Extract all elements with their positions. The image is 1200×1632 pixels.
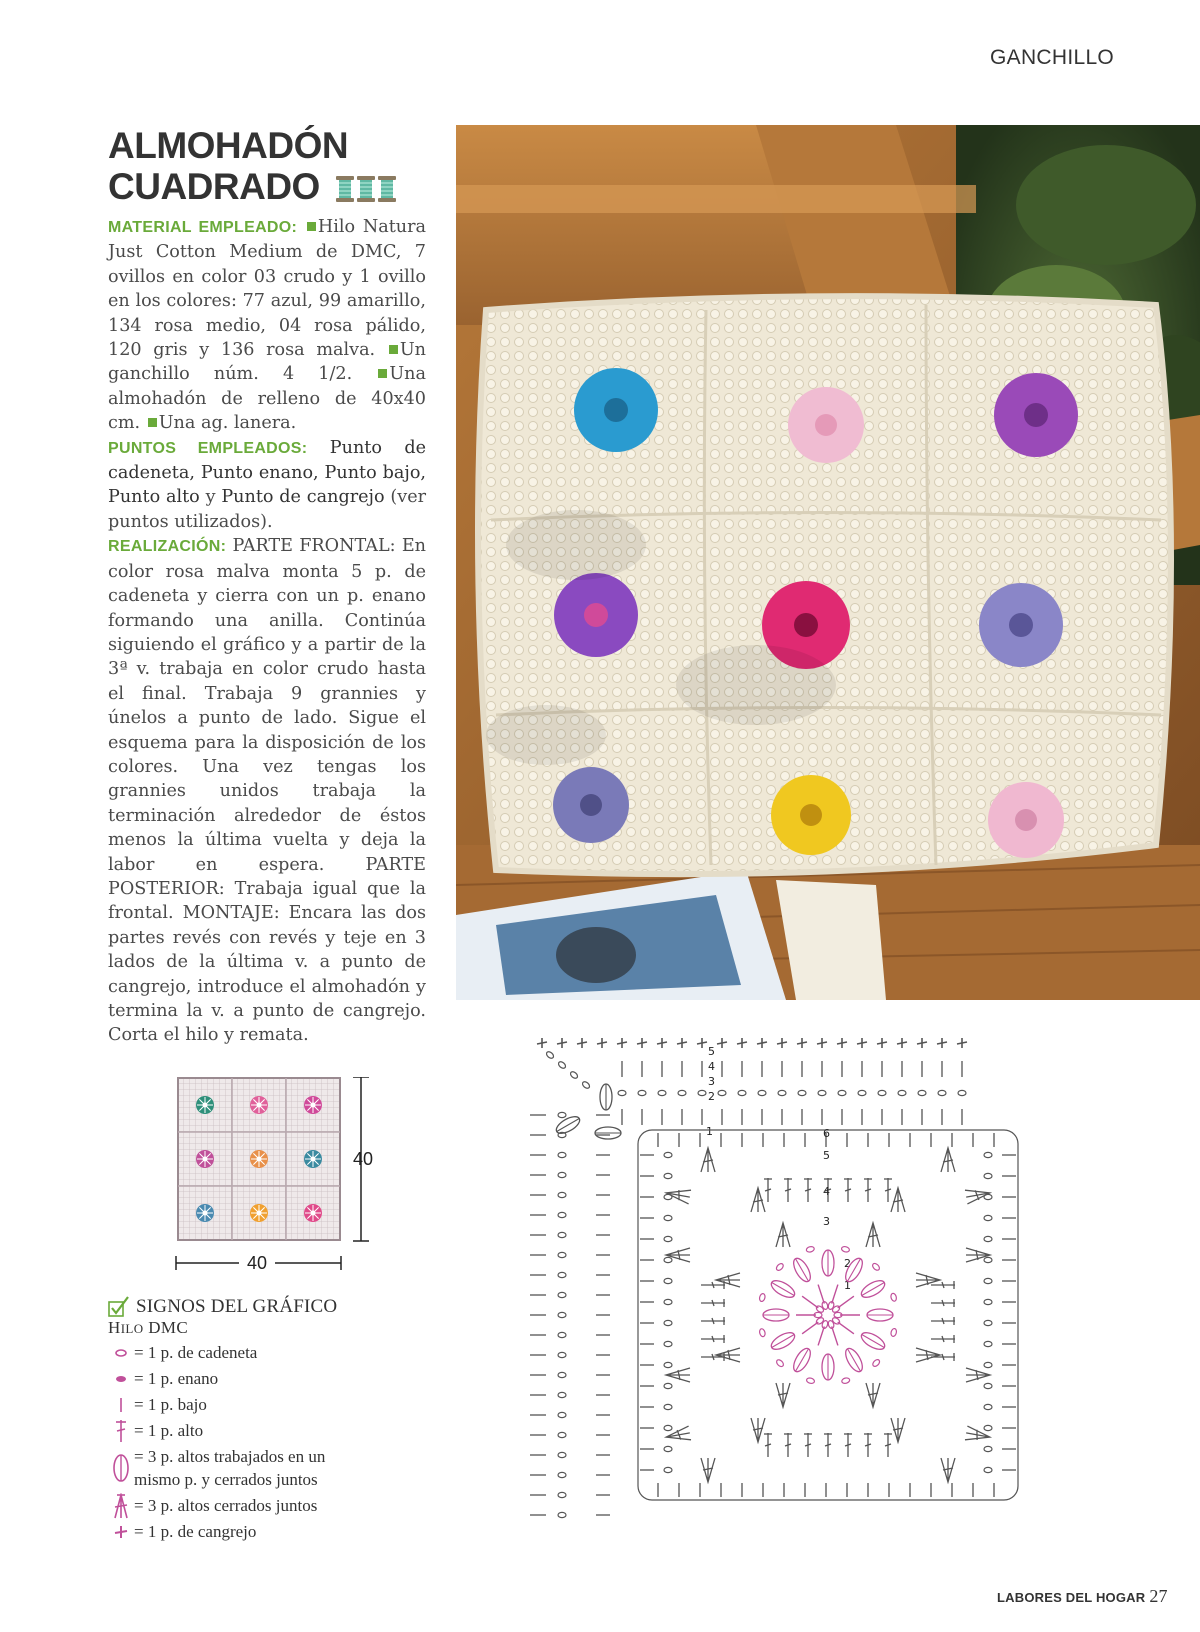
material-item: Una almohadón de relleno de 40x40 cm.: [108, 364, 426, 434]
edge-border: [528, 1038, 967, 1520]
title-line-1: ALMOHADÓN: [108, 125, 349, 166]
legend-subtitle-rest: DMC: [143, 1318, 189, 1337]
title-line-2: CUADRADO: [108, 166, 320, 207]
page-title: [108, 125, 396, 207]
svg-text:3: 3: [823, 1215, 830, 1228]
svg-text:3: 3: [708, 1075, 715, 1088]
stitch-diagram-graphic: [528, 1035, 1033, 1540]
granny-center-pink: [759, 1246, 898, 1385]
chart-legend: [108, 1296, 374, 1543]
layout-chart: [177, 1077, 377, 1273]
legend-item-text: = 1 p. enano: [134, 1369, 219, 1388]
legend-item-cluster-bobble: [108, 1445, 374, 1491]
height-dimension: 40: [353, 1149, 374, 1169]
legend-subtitle: [108, 1318, 374, 1338]
difficulty-spools-icon: [336, 176, 396, 202]
stitch-diagram: [528, 1035, 1033, 1544]
cushion-photo: [456, 125, 1200, 1000]
mini-flower-icon: [304, 1204, 322, 1222]
layout-chart-graphic: [177, 1077, 377, 1262]
spool-icon: [378, 176, 396, 202]
legend-item-text: = 1 p. alto: [134, 1421, 204, 1440]
legend-item-text: = 3 p. altos trabajados en un mismo p. y cerrados juntos: [134, 1447, 326, 1489]
material-item: Una ag. lanera.: [158, 413, 297, 434]
bullet-square-icon: [307, 222, 316, 231]
double-crochet-icon: [114, 1419, 128, 1443]
svg-text:4: 4: [823, 1185, 830, 1198]
cluster-stitch-icon: [112, 1493, 130, 1519]
legend-item-enano: [108, 1367, 374, 1390]
crab-stitch-icon: [114, 1525, 128, 1539]
svg-text:5: 5: [823, 1149, 830, 1162]
mini-flower-icon: [196, 1096, 214, 1114]
page-footer: [997, 1586, 1168, 1607]
chain-stitch-icon: [114, 1348, 128, 1358]
spool-icon: [357, 176, 375, 202]
material-item: Un ganchillo núm. 4 1/2.: [108, 340, 427, 385]
realizacion-text: PARTE FRONTAL: En color rosa malva monta 5 p. de cadeneta y cierra con un p. enano formando una anilla. Continúa siguiendo el gráfico y a partir de la 3ª v. trabaja en color crudo hasta el final. Trabaja 9 grannies y únelos a punto de lado. Sigue el esquema para la disposición de los colores. Una vez tengas los grannies unidos trabaja la terminación alrededor de éstos menos la última vuelta y deja la labor en espera. PARTE POSTERIOR: Trabaja igual que la frontal. MONTAJE: Encara las dos partes revés con revés y teje en 3 lados de la última v. a punto de cangrejo, introduce el almohadón y termina la v. a punto de cangrejo. Corta el hilo y remata.: [108, 536, 426, 1046]
svg-text:6: 6: [823, 1127, 830, 1140]
legend-item-text: = 1 p. bajo: [134, 1395, 207, 1414]
bullet-square-icon: [389, 345, 398, 354]
material-item: Hilo Natura Just Cotton Medium de DMC, 7 ovillos en color 03 crudo y 1 ovillo en los colores: 77 azul, 99 amarillo, 134 rosa medio, 04 rosa pálido, 120 gris y 136 rosa malva.: [108, 217, 427, 361]
legend-subtitle-smallcaps: ILO: [120, 1321, 144, 1336]
material-heading: MATERIAL EMPLEADO:: [108, 219, 298, 236]
legend-item-cangrejo: [108, 1520, 374, 1543]
single-crochet-icon: [116, 1396, 126, 1414]
mini-flower-icon: [304, 1096, 322, 1114]
slip-stitch-icon: [114, 1374, 128, 1384]
legend-item-text: = 1 p. de cadeneta: [134, 1343, 258, 1362]
legend-subtitle-initial: H: [108, 1318, 121, 1337]
legend-title-text: SIGNOS DEL GRÁFICO: [136, 1296, 338, 1317]
checkmark-icon: [108, 1296, 130, 1318]
realizacion-heading: REALIZACIÓN:: [108, 538, 227, 556]
puntos-list: Punto de cadeneta, Punto enano, Punto bajo, Punto alto: [108, 437, 426, 508]
legend-item-text: = 3 p. altos cerrados juntos: [134, 1496, 318, 1515]
granny-square: [638, 1127, 1018, 1500]
page-number: 27: [1149, 1586, 1168, 1606]
svg-text:1: 1: [844, 1279, 851, 1292]
legend-item-text: = 1 p. de cangrejo: [134, 1522, 257, 1541]
legend-title: [108, 1296, 374, 1318]
mini-flower-icon: [196, 1204, 214, 1222]
bullet-square-icon: [378, 369, 387, 378]
svg-text:5: 5: [708, 1045, 715, 1058]
svg-text:1: 1: [706, 1125, 713, 1138]
legend-item-cluster-closed: [108, 1494, 374, 1517]
magazine-name: LABORES DEL HOGAR: [997, 1590, 1146, 1605]
mini-flower-icon: [250, 1150, 268, 1168]
bobble-stitch-icon: [112, 1453, 130, 1483]
bullet-square-icon: [148, 418, 157, 427]
puntos-heading: PUNTOS EMPLEADOS:: [108, 439, 308, 457]
puntos-list: Punto de cangrejo: [221, 487, 385, 508]
legend-item-alto: [108, 1419, 374, 1442]
puntos-note: (ver puntos utilizados).: [108, 487, 427, 532]
legend-item-cadeneta: [108, 1341, 374, 1364]
spool-icon: [336, 176, 354, 202]
mini-flower-icon: [250, 1204, 268, 1222]
instructions-text: [108, 215, 426, 1048]
puntos-connector: y: [205, 487, 216, 508]
width-dimension: 40: [247, 1253, 268, 1273]
mini-flower-icon: [196, 1150, 214, 1168]
cushion-photo-illustration: [456, 125, 1200, 1000]
mini-flower-icon: [304, 1150, 322, 1168]
svg-text:2: 2: [844, 1257, 851, 1270]
section-label: GANCHILLO: [990, 46, 1115, 69]
svg-text:4: 4: [708, 1060, 715, 1073]
mini-flower-icon: [250, 1096, 268, 1114]
svg-text:2: 2: [708, 1090, 715, 1103]
legend-item-bajo: [108, 1393, 374, 1416]
